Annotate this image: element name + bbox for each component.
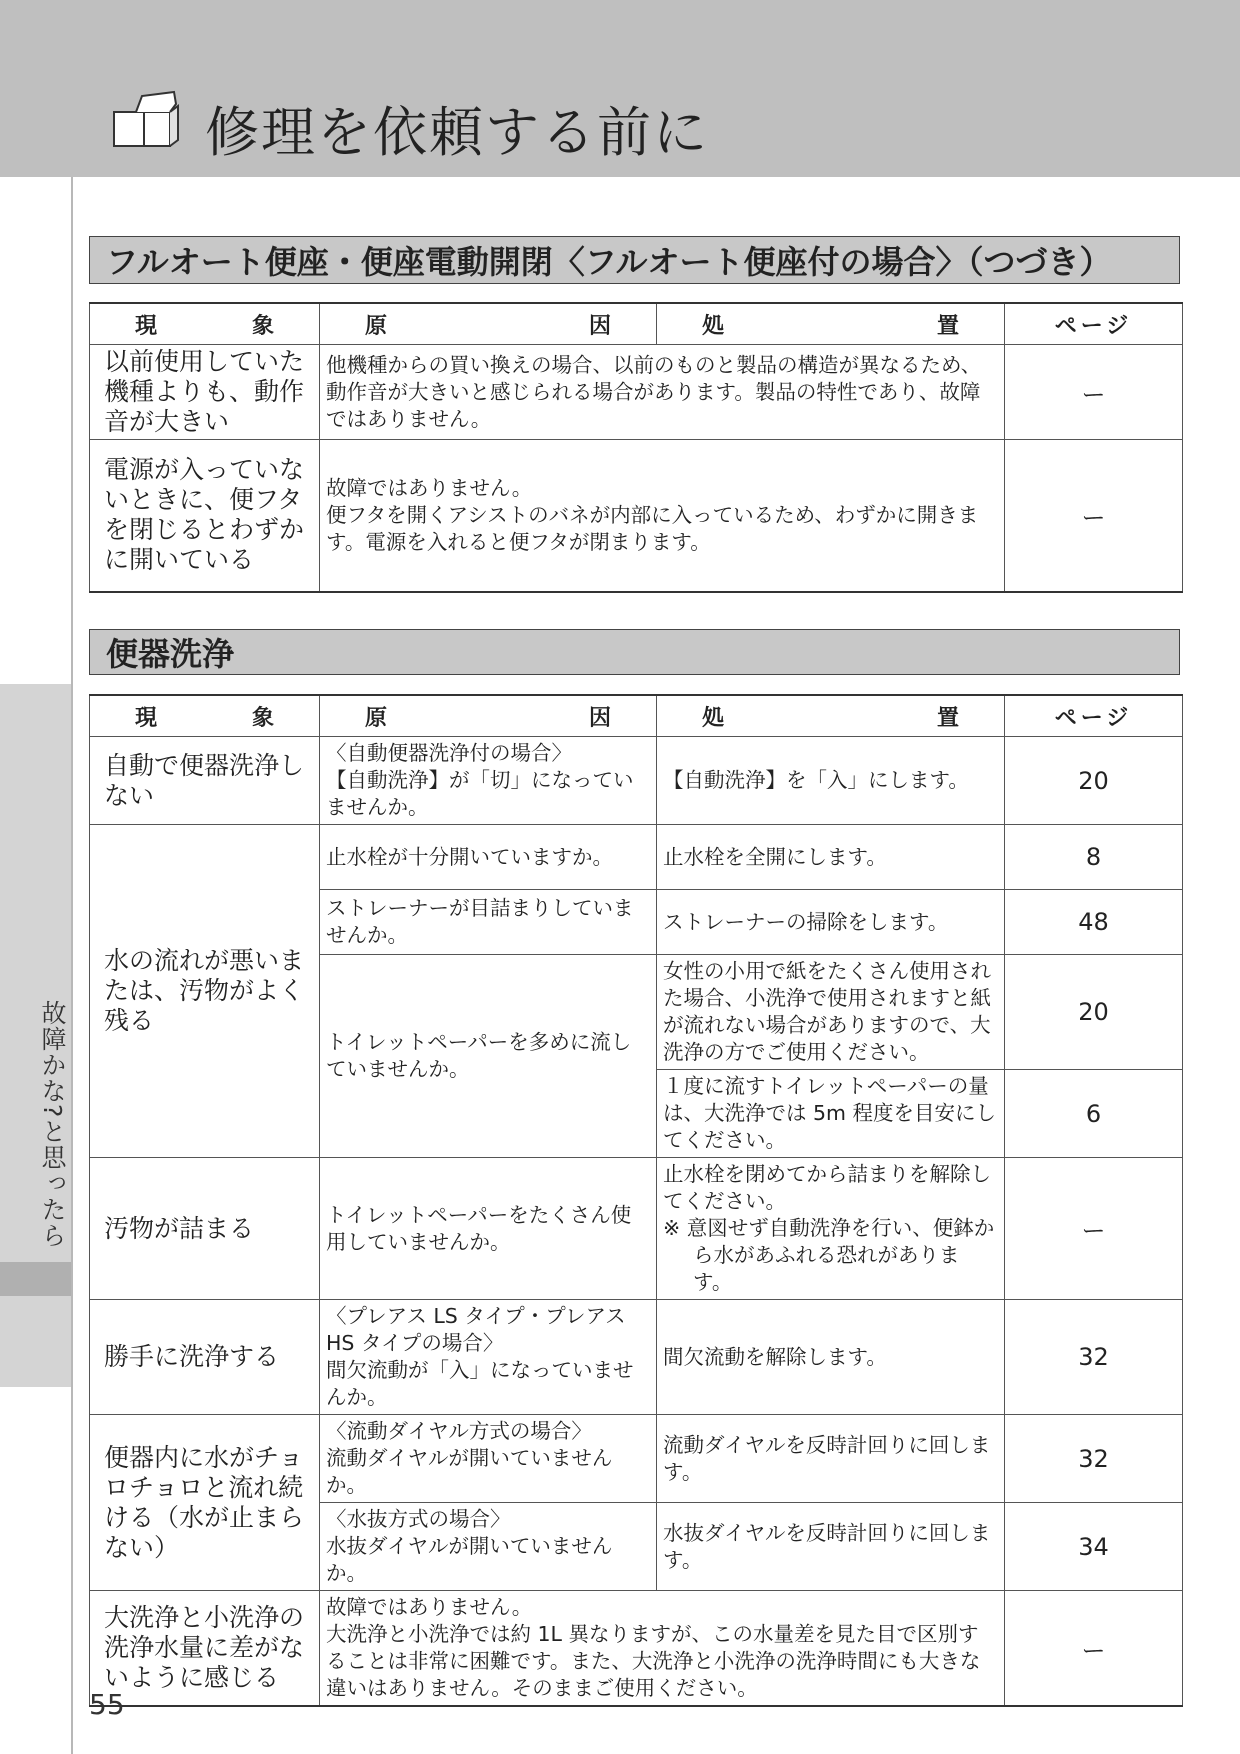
column-header-phenomenon: 現 象: [90, 695, 320, 737]
table-row: [90, 440, 1183, 592]
column-header-page: ページ: [1005, 695, 1183, 737]
table-header-row: [90, 303, 1183, 345]
cause-text: 大洗浄と小洗浄では約 1L 異なりますが、この水量差を見た目で区別することは非常に困難です。また、大洗浄と小洗浄の洗浄時間にも大きな違いはありません。そのままご使用ください。: [326, 1622, 981, 1700]
action-cell: 女性の小用で紙をたくさん使用された場合、小洗浄で使用されますと紙が流れない場合がありますので、大洗浄の方でご使用ください。: [657, 955, 1005, 1070]
phenomenon-cell: 電源が入っていないときに、便フタを閉じるとわずかに開いている: [90, 440, 320, 592]
cause-cell: [320, 737, 657, 825]
troubleshoot-table-1: [89, 302, 1183, 593]
page-ref: 32: [1005, 1415, 1183, 1503]
cause-text: 故障ではありません。: [326, 1595, 533, 1619]
cause-text: 【自動洗浄】が「切」になっていませんか。: [326, 768, 634, 819]
table-header-row: [90, 695, 1183, 737]
table-row: [90, 345, 1183, 440]
margin-rule: [71, 177, 73, 1754]
phenomenon-cell: 自動で便器洗浄しない: [90, 737, 320, 825]
page-ref: ー: [1005, 345, 1183, 440]
cause-text: 水抜ダイヤルが開いていませんか。: [326, 1534, 613, 1585]
cause-text: 故障ではありません。: [326, 475, 533, 500]
table-row: [90, 1415, 1183, 1503]
phenomenon-cell: 水の流れが悪いまたは、汚物がよく残る: [90, 825, 320, 1158]
cause-condition: 〈自動便器洗浄付の場合〉: [326, 741, 572, 765]
cause-cell: [320, 1503, 657, 1591]
page-ref: 48: [1005, 890, 1183, 955]
cause-text: 便フタを開くアシストのバネが内部に入っているため、わずかに開きます。電源を入れると便フタが閉まります。: [326, 502, 979, 554]
cause-action-cell: 他機種からの買い換えの場合、以前のものと製品の構造が異なるため、動作音が大きいと感じられる場合があります。製品の特性であり、故障ではありません。: [320, 345, 1005, 440]
cause-cell: [320, 1300, 657, 1415]
cause-condition: 〈プレアス LS タイプ・プレアス HS タイプの場合〉: [326, 1304, 626, 1355]
cause-action-cell: [320, 440, 1005, 592]
cause-condition: 〈流動ダイヤル方式の場合〉: [326, 1419, 592, 1443]
page-ref: 34: [1005, 1503, 1183, 1591]
section-header-full-auto: フルオート便座・便座電動開閉〈フルオート便座付の場合〉（つづき）: [89, 236, 1180, 284]
section-header-bowl-flush: 便器洗浄: [89, 629, 1180, 675]
page-title: 修理を依頼する前に: [205, 101, 709, 164]
page-ref: ー: [1005, 1591, 1183, 1707]
cause-condition: 〈水抜方式の場合〉: [326, 1507, 511, 1531]
page-number: 55: [89, 1688, 125, 1721]
troubleshoot-table-2: [89, 694, 1183, 1707]
page-ref: 32: [1005, 1300, 1183, 1415]
side-tab-label: 故障かな?と思ったら: [38, 1000, 67, 1249]
column-header-action: 処 置: [657, 695, 1005, 737]
action-cell: 水抜ダイヤルを反時計回りに回します。: [657, 1503, 1005, 1591]
column-header-cause: 原 因: [320, 303, 657, 345]
table-row: [90, 737, 1183, 825]
table-row: [90, 1158, 1183, 1300]
action-cell: 流動ダイヤルを反時計回りに回します。: [657, 1415, 1005, 1503]
phenomenon-cell: 便器内に水がチョロチョロと流れ続ける（水が止まらない）: [90, 1415, 320, 1591]
page-ref: 20: [1005, 737, 1183, 825]
column-header-phenomenon: 現 象: [90, 303, 320, 345]
phenomenon-cell: 大洗浄と小洗浄の洗浄水量に差がないように感じる: [90, 1591, 320, 1707]
page-ref: 20: [1005, 955, 1183, 1070]
cause-cell: 止水栓が十分開いていますか。: [320, 825, 657, 890]
table-row: [90, 1300, 1183, 1415]
cause-text: 間欠流動が「入」になっていませんか。: [326, 1358, 634, 1409]
phenomenon-cell: 汚物が詰まる: [90, 1158, 320, 1300]
page-ref: 8: [1005, 825, 1183, 890]
column-header-cause: 原 因: [320, 695, 657, 737]
cause-cell: ストレーナーが目詰まりしていませんか。: [320, 890, 657, 955]
page-ref: 6: [1005, 1070, 1183, 1158]
action-text: 止水栓を閉めてから詰まりを解除してください。: [663, 1162, 991, 1213]
action-cell: 止水栓を全開にします。: [657, 825, 1005, 890]
page-ref: ー: [1005, 1158, 1183, 1300]
phenomenon-cell: 以前使用していた機種よりも、動作音が大きい: [90, 345, 320, 440]
column-header-page: ページ: [1005, 303, 1183, 345]
phenomenon-cell: 勝手に洗浄する: [90, 1300, 320, 1415]
action-cell: ストレーナーの掃除をします。: [657, 890, 1005, 955]
cause-text: 流動ダイヤルが開いていませんか。: [326, 1446, 613, 1497]
action-cell: １度に流すトイレットペーパーの量は、大洗浄では 5m 程度を目安にしてください。: [657, 1070, 1005, 1158]
action-cell: 【自動洗浄】を「入」にします。: [657, 737, 1005, 825]
action-cell: 間欠流動を解除します。: [657, 1300, 1005, 1415]
column-header-action: 処 置: [657, 303, 1005, 345]
cause-cell: [320, 1415, 657, 1503]
side-tab-marker: [0, 1262, 71, 1296]
cause-cell: トイレットペーパーを多めに流していませんか。: [320, 955, 657, 1158]
table-row: [90, 825, 1183, 890]
table-row: [90, 1591, 1183, 1707]
action-cell: [657, 1158, 1005, 1300]
cause-action-cell: [320, 1591, 1005, 1707]
action-note: ※ 意図せず自動洗浄を行い、便鉢から水があふれる恐れがあります。: [663, 1216, 995, 1294]
cause-cell: トイレットペーパーをたくさん使用していませんか。: [320, 1158, 657, 1300]
page-ref: ー: [1005, 440, 1183, 592]
toilet-seat-icon: [108, 90, 180, 152]
